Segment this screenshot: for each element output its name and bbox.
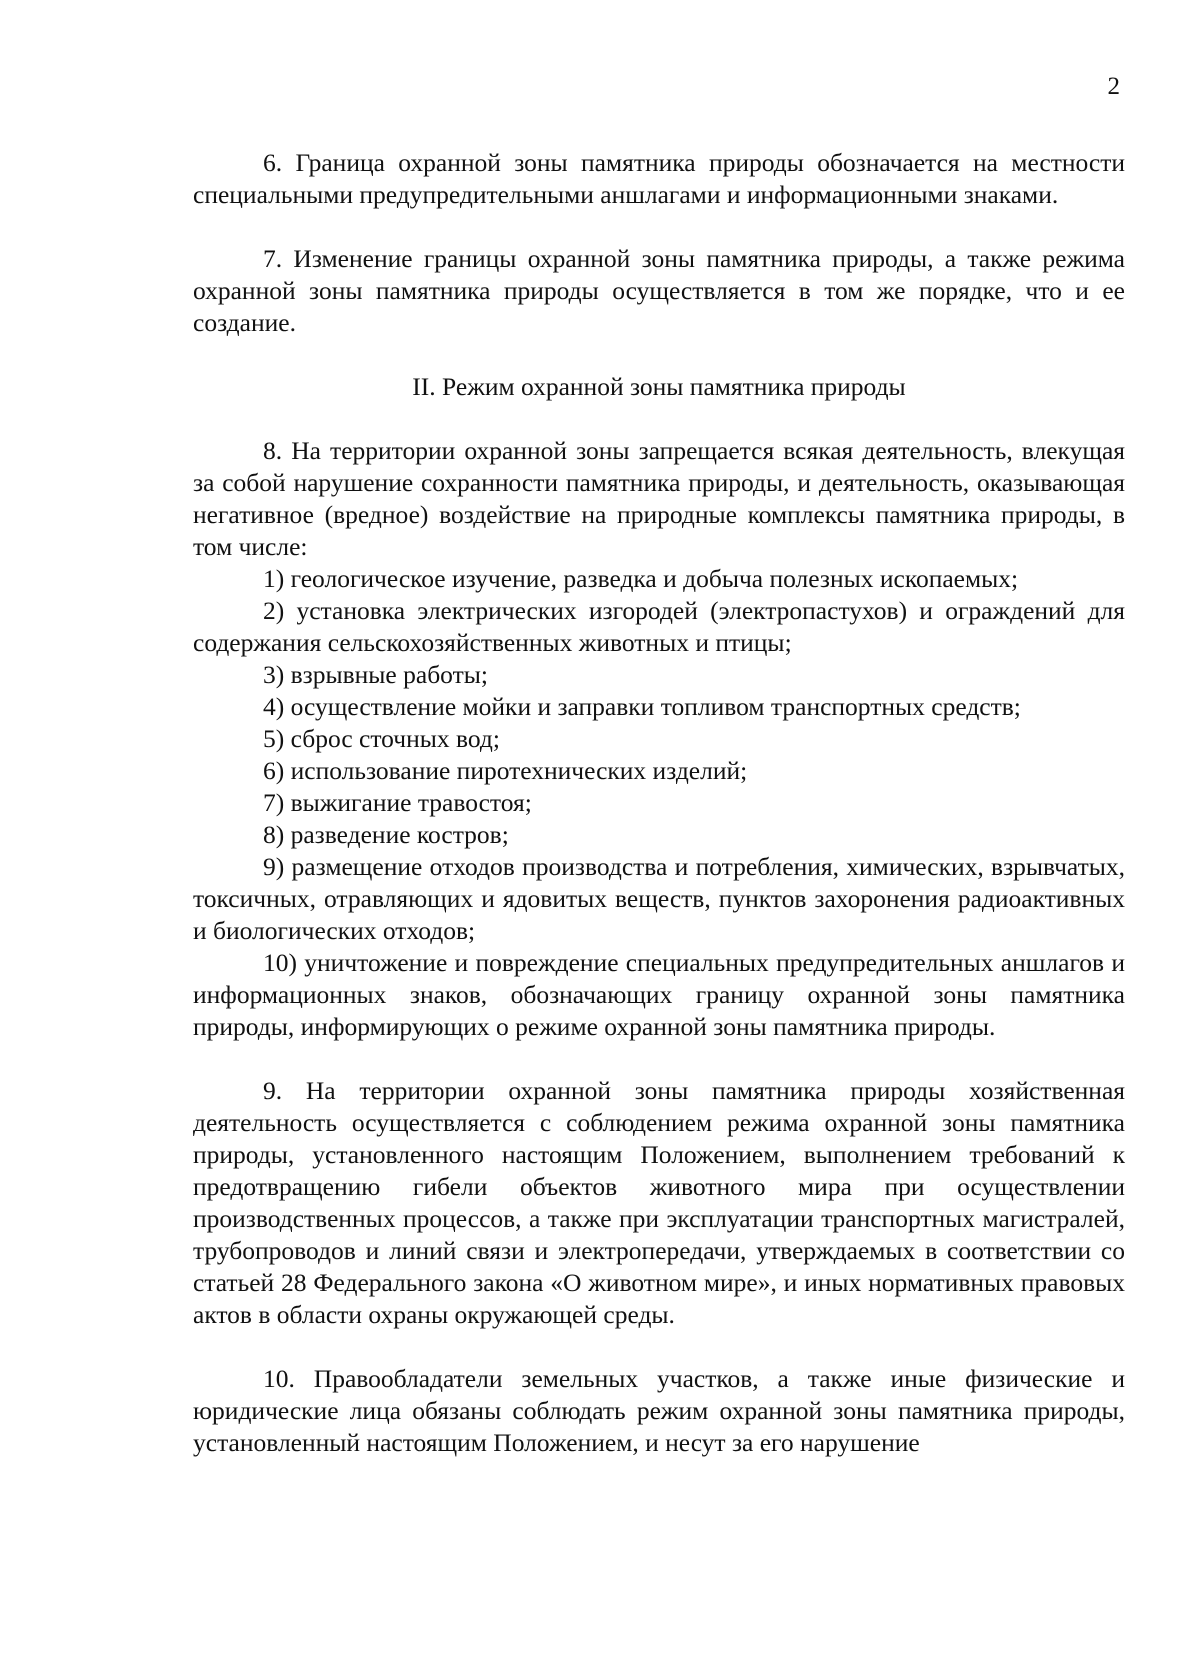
list-item: 9) размещение отходов производства и потребления, химических, взрывчатых, токсичных, отравляющих и ядовитых веществ, пунктов захоронения радиоактивных и биологических отходов;	[193, 852, 1125, 945]
paragraph-6: 6. Граница охранной зоны памятника природы обозначается на местности специальными предупредительными аншлагами и информационными знаками.	[193, 148, 1125, 209]
list-item: 6) использование пиротехнических изделий;	[263, 756, 748, 785]
prohibited-activities-list	[193, 563, 1125, 1043]
list-item: 3) взрывные работы;	[263, 660, 488, 689]
document-body	[193, 147, 1125, 1459]
page-number: 2	[1107, 73, 1120, 100]
list-item: 1) геологическое изучение, разведка и добыча полезных ископаемых;	[263, 564, 1019, 593]
paragraph-7: 7. Изменение границы охранной зоны памятника природы, а также режима охранной зоны памятника природы осуществляется в том же порядке, что и ее создание.	[193, 244, 1125, 337]
paragraph-8: 8. На территории охранной зоны запрещается всякая деятельность, влекущая за собой нарушение сохранности памятника природы, и деятельность, оказывающая негативное (вредное) воздействие на природные комплексы памятника природы, в том числе:	[193, 436, 1125, 561]
list-item: 5) сброс сточных вод;	[263, 724, 500, 753]
list-item: 8) разведение костров;	[263, 820, 509, 849]
list-item: 10) уничтожение и повреждение специальных предупредительных аншлагов и информационных знаков, обозначающих границу охранной зоны памятника природы, информирующих о режиме охранной зоны памятника природы.	[193, 948, 1125, 1041]
paragraph-9: 9. На территории охранной зоны памятника природы хозяйственная деятельность осуществляется с соблюдением режима охранной зоны памятника природы, установленного настоящим Положением, выполнением требований к предотвращению гибели объектов животного мира при осуществлении производственных процессов, а также при эксплуатации транспортных магистралей, трубопроводов и линий связи и электропередачи, утверждаемых в соответствии со статьей 28 Федерального закона «О животном мире», и иных нормативных правовых актов в области охраны окружающей среды.	[193, 1076, 1125, 1329]
list-item: 7) выжигание травостоя;	[263, 788, 532, 817]
paragraph-10: 10. Правообладатели земельных участков, а также иные физические и юридические лица обязаны соблюдать режим охранной зоны памятника природы, установленный настоящим Положением, и несут за его нарушение	[193, 1364, 1125, 1457]
section-heading: II. Режим охранной зоны памятника природы	[412, 372, 906, 401]
list-item: 4) осуществление мойки и заправки топливом транспортных средств;	[263, 692, 1021, 721]
list-item: 2) установка электрических изгородей (электропастухов) и ограждений для содержания сельскохозяйственных животных и птицы;	[193, 596, 1125, 657]
